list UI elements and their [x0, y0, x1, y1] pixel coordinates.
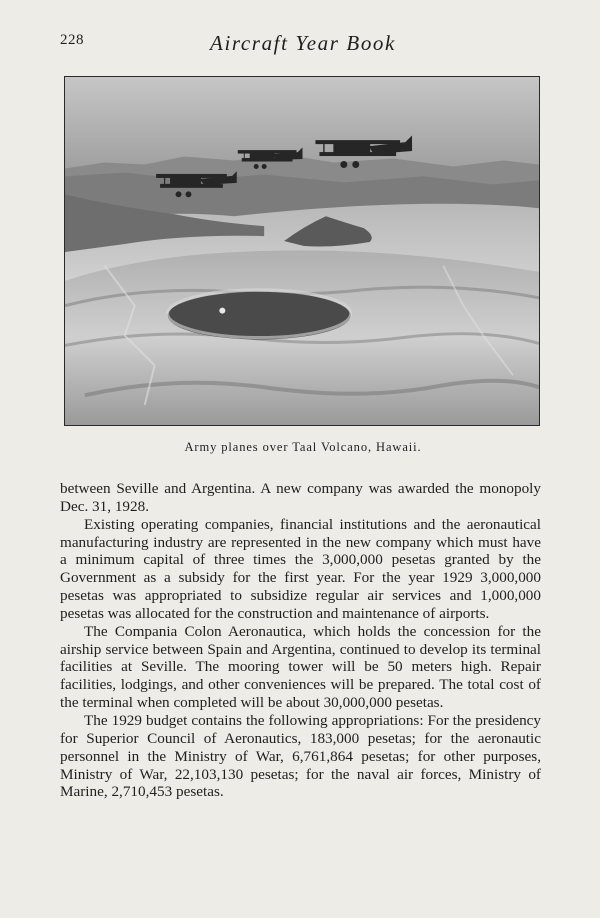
page-number: 228 — [60, 32, 84, 48]
paragraph-3: The Compania Colon Aeronautica, which holds the concession for the airship service between Spain and Argentina, continued to develop its terminal facilities at Seville. The mooring tower will be 50 meters high. Repair facilities, lodgings, and other conveniences will be prepared. The total cost of the terminal when completed will be about 30,000,000 pesetas. — [60, 622, 541, 712]
crater-lake — [168, 292, 351, 340]
running-head-title: Aircraft Year Book — [210, 31, 396, 55]
body-text — [60, 480, 541, 801]
aerial-photo-illustration — [65, 77, 539, 425]
volcano-slopes — [65, 250, 539, 425]
photo-figure — [64, 76, 540, 426]
paragraph-4: The 1929 budget contains the following appropriations: For the presidency for Superior Council of Aeronautics, 183,000 pesetas; for the aeronautic personnel in the Ministry of War, 6,761,864 pesetas; for other purposes, Ministry of War, 22,103,130 pesetas; for the naval air forces, Ministry of Marine, 2,710,453 pesetas. — [60, 711, 541, 801]
figure-caption: Army planes over Taal Volcano, Hawaii. — [184, 440, 422, 454]
paragraph-1: between Seville and Argentina. A new company was awarded the monopoly Dec. 31, 1928. — [60, 480, 541, 515]
paragraph-2: Existing operating companies, financial institutions and the aeronautical manufacturing industry are represented in the new company which must have a minimum capital of three times the 3,000,000 pesetas granted by the Government as a subsidy for the first year. For the year 1929 3,000,000 pesetas was appropriated to subsidize regular air services and 1,000,000 pesetas was allocated for the construction and maintenance of airports. — [60, 515, 541, 622]
